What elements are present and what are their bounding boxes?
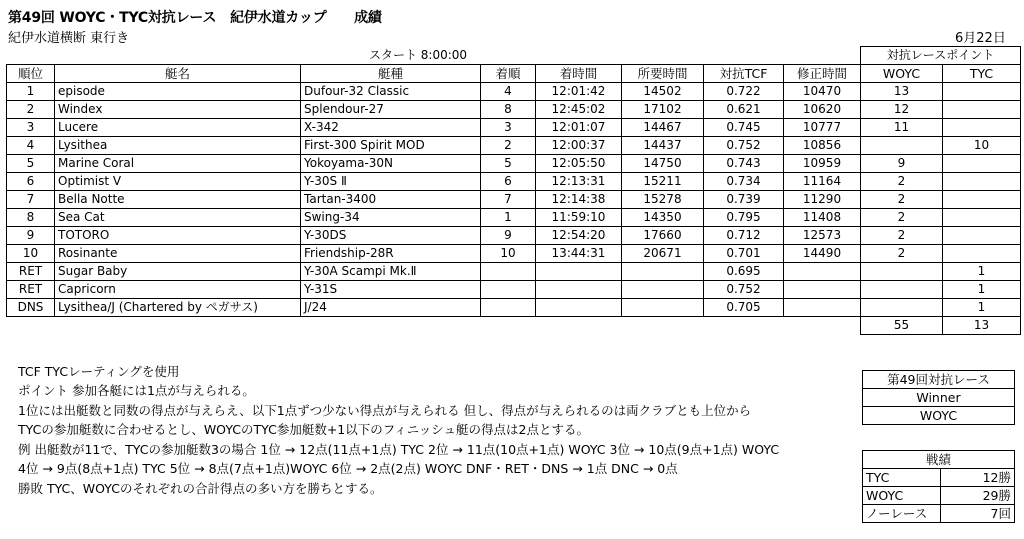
cell-rank: 9 [7,227,55,245]
cell-woyc: 9 [861,155,943,173]
cell-rank: RET [7,281,55,299]
table-row [7,299,1021,317]
cell-finish-order: 7 [481,191,536,209]
cell-boat: Lucere [55,119,301,137]
totals-row [7,317,1021,335]
cell-corrected: 10777 [784,119,861,137]
cell-woyc: 2 [861,227,943,245]
cell-type: Splendour-27 [301,101,481,119]
cell-type: Y-30DS [301,227,481,245]
cell-corrected: 10620 [784,101,861,119]
cell-woyc: 12 [861,101,943,119]
cell-woyc: 13 [861,83,943,101]
cell-tcf: 0.743 [704,155,784,173]
table-row [7,209,1021,227]
cell-type: Yokoyama-30N [301,155,481,173]
cell-tyc [943,191,1021,209]
cell-finish-order [481,263,536,281]
table-row [7,119,1021,137]
note-line: ポイント 参加各艇には1点が与えられる。 [18,383,255,398]
note-line: 1位には出艇数と同数の得点が与えらえ、以下1点ずつ少ない得点が与えられる 但し、得点が与えられるのは両クラブとも上位から [18,403,752,418]
note-line: 勝敗 TYC、WOYCのそれぞれの合計得点の多い方を勝ちとする。 [18,481,383,496]
col-finish-order: 着順 [481,65,536,83]
cell-type: Swing-34 [301,209,481,227]
cell-finish-order: 6 [481,173,536,191]
cell-boat: Optimist V [55,173,301,191]
cell-boat: TOTORO [55,227,301,245]
record-value: 12勝 [941,469,1015,487]
winner-label: Winner [863,389,1015,407]
points-header: 対抗レースポイント [861,47,1021,65]
cell-finish-time: 12:01:07 [536,119,622,137]
cell-elapsed: 14350 [622,209,704,227]
cell-woyc [861,299,943,317]
cell-rank: 8 [7,209,55,227]
total-tyc: 13 [943,317,1021,335]
record-panel [862,450,1015,523]
cell-boat: Sugar Baby [55,263,301,281]
cell-type: J/24 [301,299,481,317]
record-title: 戦績 [863,451,1015,469]
cell-elapsed: 17660 [622,227,704,245]
col-tyc: TYC [943,65,1021,83]
cell-tyc: 1 [943,299,1021,317]
cell-tcf: 0.701 [704,245,784,263]
cell-elapsed: 20671 [622,245,704,263]
table-row [7,101,1021,119]
cell-tyc [943,173,1021,191]
cell-finish-time [536,299,622,317]
cell-finish-time: 12:54:20 [536,227,622,245]
note-line: 例 出艇数が11で、TYCの参加艇数3の場合 1位 → 12点(11点+1点) TYC 2位 → 11点(10点+1点) WOYC 3位 → 10点(9点+1点) WOYC [18,442,780,457]
col-tcf: 対抗TCF [704,65,784,83]
cell-tyc: 10 [943,137,1021,155]
cell-type: Y-31S [301,281,481,299]
cell-boat: Sea Cat [55,209,301,227]
cell-rank: 2 [7,101,55,119]
cell-elapsed: 14750 [622,155,704,173]
cell-tcf: 0.739 [704,191,784,209]
cell-tyc [943,101,1021,119]
record-value: 29勝 [941,487,1015,505]
cell-type: Y-30S Ⅱ [301,173,481,191]
table-row [7,281,1021,299]
cell-boat: Windex [55,101,301,119]
total-woyc: 55 [861,317,943,335]
cell-finish-time: 12:45:02 [536,101,622,119]
cell-tcf: 0.745 [704,119,784,137]
cell-elapsed [622,263,704,281]
record-name: WOYC [863,487,941,505]
cell-boat: Lysithea [55,137,301,155]
cell-finish-time: 13:44:31 [536,245,622,263]
cell-finish-order: 2 [481,137,536,155]
cell-elapsed [622,281,704,299]
cell-corrected: 10470 [784,83,861,101]
cell-finish-order: 5 [481,155,536,173]
cell-tcf: 0.752 [704,281,784,299]
cell-elapsed: 17102 [622,101,704,119]
cell-tyc: 1 [943,281,1021,299]
cell-tcf: 0.705 [704,299,784,317]
cell-finish-time: 12:13:31 [536,173,622,191]
col-woyc: WOYC [861,65,943,83]
cell-finish-order: 8 [481,101,536,119]
header-row-top [7,47,1021,65]
cell-corrected [784,281,861,299]
record-value: 7回 [941,505,1015,523]
col-corrected: 修正時間 [784,65,861,83]
cell-boat: Rosinante [55,245,301,263]
table-row [7,227,1021,245]
note-line: TCF TYCレーティングを使用 [18,364,180,379]
cell-tyc [943,119,1021,137]
cell-tyc: 1 [943,263,1021,281]
cell-tcf: 0.795 [704,209,784,227]
cell-corrected: 14490 [784,245,861,263]
table-row [7,83,1021,101]
cell-tyc [943,83,1021,101]
cell-finish-order [481,281,536,299]
cell-type: First-300 Spirit MOD [301,137,481,155]
cell-boat: episode [55,83,301,101]
cell-finish-order [481,299,536,317]
cell-finish-time [536,263,622,281]
cell-rank: 5 [7,155,55,173]
cell-tcf: 0.621 [704,101,784,119]
col-boat: 艇名 [55,65,301,83]
table-row [7,263,1021,281]
cell-rank: 3 [7,119,55,137]
cell-elapsed: 14502 [622,83,704,101]
cell-rank: 1 [7,83,55,101]
cell-rank: 10 [7,245,55,263]
col-finish-time: 着時間 [536,65,622,83]
cell-finish-time: 12:14:38 [536,191,622,209]
cell-corrected: 11290 [784,191,861,209]
cell-finish-time: 11:59:10 [536,209,622,227]
cell-woyc [861,137,943,155]
cell-corrected [784,299,861,317]
page-title: 第49回 WOYC・TYC対抗レース 紀伊水道カップ 成績 [8,10,382,26]
winner-title: 第49回対抗レース [863,371,1015,389]
cell-woyc: 2 [861,245,943,263]
cell-tcf: 0.752 [704,137,784,155]
winner-panel [862,370,1015,425]
cell-elapsed: 14467 [622,119,704,137]
note-line: 4位 → 9点(8点+1点) TYC 5位 → 8点(7点+1点)WOYC 6位 → 2点(2点) WOYC DNF・RET・DNS → 1点 DNC → 0点 [18,461,678,476]
cell-finish-order: 9 [481,227,536,245]
record-name: ノーレース [863,505,941,523]
cell-type: Dufour-32 Classic [301,83,481,101]
cell-type: X-342 [301,119,481,137]
cell-woyc [861,281,943,299]
col-type: 艇種 [301,65,481,83]
cell-finish-order: 1 [481,209,536,227]
cell-tyc [943,155,1021,173]
col-elapsed: 所要時間 [622,65,704,83]
note-line: TYCの参加艇数に合わせるとし、WOYCのTYC参加艇数+1以下のフィニッシュ艇の得点は2点とする。 [18,422,589,437]
winner-value: WOYC [863,407,1015,425]
cell-elapsed: 15278 [622,191,704,209]
cell-woyc: 2 [861,191,943,209]
cell-woyc: 11 [861,119,943,137]
cell-rank: 4 [7,137,55,155]
cell-corrected: 11164 [784,173,861,191]
cell-woyc [861,263,943,281]
cell-elapsed: 14437 [622,137,704,155]
col-rank: 順位 [7,65,55,83]
cell-rank: 6 [7,173,55,191]
cell-type: Y-30A Scampi Mk.Ⅱ [301,263,481,281]
record-name: TYC [863,469,941,487]
cell-finish-time: 12:01:42 [536,83,622,101]
cell-rank: DNS [7,299,55,317]
cell-tcf: 0.722 [704,83,784,101]
cell-finish-order: 4 [481,83,536,101]
cell-woyc: 2 [861,173,943,191]
cell-tcf: 0.712 [704,227,784,245]
table-row [7,191,1021,209]
cell-elapsed: 15211 [622,173,704,191]
table-row [7,137,1021,155]
cell-tyc [943,209,1021,227]
cell-elapsed [622,299,704,317]
cell-boat: Bella Notte [55,191,301,209]
cell-corrected [784,263,861,281]
cell-corrected: 11408 [784,209,861,227]
start-time-label: スタート 8:00:00 [368,47,468,62]
cell-boat: Marine Coral [55,155,301,173]
table-row [7,155,1021,173]
table-row [7,173,1021,191]
cell-tyc [943,245,1021,263]
cell-corrected: 10856 [784,137,861,155]
cell-boat: Capricorn [55,281,301,299]
cell-finish-time: 12:00:37 [536,137,622,155]
cell-finish-order: 10 [481,245,536,263]
cell-woyc: 2 [861,209,943,227]
cell-tyc [943,227,1021,245]
cell-finish-time [536,281,622,299]
header-row [7,65,1021,83]
cell-tcf: 0.695 [704,263,784,281]
cell-tcf: 0.734 [704,173,784,191]
page-subtitle: 紀伊水道横断 東行き [8,31,130,46]
cell-type: Friendship-28R [301,245,481,263]
cell-finish-time: 12:05:50 [536,155,622,173]
cell-rank: RET [7,263,55,281]
table-row [7,245,1021,263]
cell-boat: Lysithea/J (Chartered by ペガサス) [55,299,301,317]
race-date: 6月22日 [955,31,1006,46]
cell-corrected: 10959 [784,155,861,173]
cell-type: Tartan-3400 [301,191,481,209]
cell-rank: 7 [7,191,55,209]
cell-corrected: 12573 [784,227,861,245]
results-table [6,46,1021,335]
cell-finish-order: 3 [481,119,536,137]
